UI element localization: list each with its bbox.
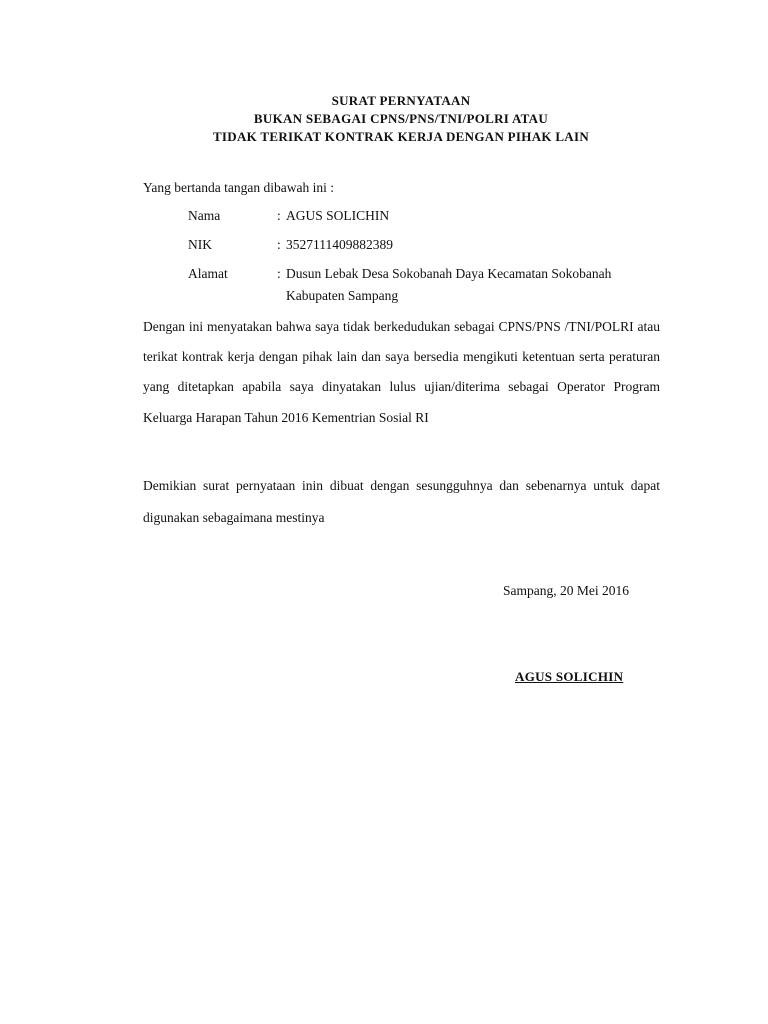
field-nik-separator: : <box>277 237 281 252</box>
field-alamat-label: Alamat <box>188 266 228 281</box>
field-alamat-value: Dusun Lebak Desa Sokobanah Daya Kecamatan Sokobanah Kabupaten Sampang <box>286 266 612 303</box>
field-nama-label: Nama <box>188 208 221 223</box>
title-line-2: BUKAN SEBAGAI CPNS/PNS/TNI/POLRI ATAU <box>253 111 549 126</box>
document-title <box>0 92 768 146</box>
field-alamat-separator: : <box>277 266 281 281</box>
field-nik <box>188 234 668 256</box>
field-alamat <box>188 263 668 309</box>
field-nik-value: 3527111409882389 <box>286 237 393 252</box>
signer-name: AGUS SOLICHIN <box>515 669 624 684</box>
field-nik-label: NIK <box>188 237 212 252</box>
closing-paragraph: Demikian surat pernyataan inin dibuat dengan sesungguhnya dan sebenarnya untuk dapat digunakan sebagaimana mestinya <box>143 478 660 525</box>
place-date: Sampang, 20 Mei 2016 <box>503 583 629 598</box>
intro-text: Yang bertanda tangan dibawah ini : <box>143 180 334 195</box>
field-nama-value: AGUS SOLICHIN <box>286 208 390 223</box>
statement-paragraph: Dengan ini menyatakan bahwa saya tidak berkedudukan sebagai CPNS/PNS /TNI/POLRI atau terikat kontrak kerja dengan pihak lain dan saya bersedia mengikuti ketentuan serta peraturan yang ditetapkan apabila saya dinyatakan lulus ujian/diterima sebagai Operator Program Keluarga Harapan Tahun 2016 Kementrian Sosial RI <box>143 319 660 425</box>
title-line-3: TIDAK TERIKAT KONTRAK KERJA DENGAN PIHAK LAIN <box>212 129 590 144</box>
field-nama-separator: : <box>277 208 281 223</box>
title-line-1: SURAT PERNYATAAN <box>331 93 471 108</box>
field-nama <box>188 205 668 227</box>
